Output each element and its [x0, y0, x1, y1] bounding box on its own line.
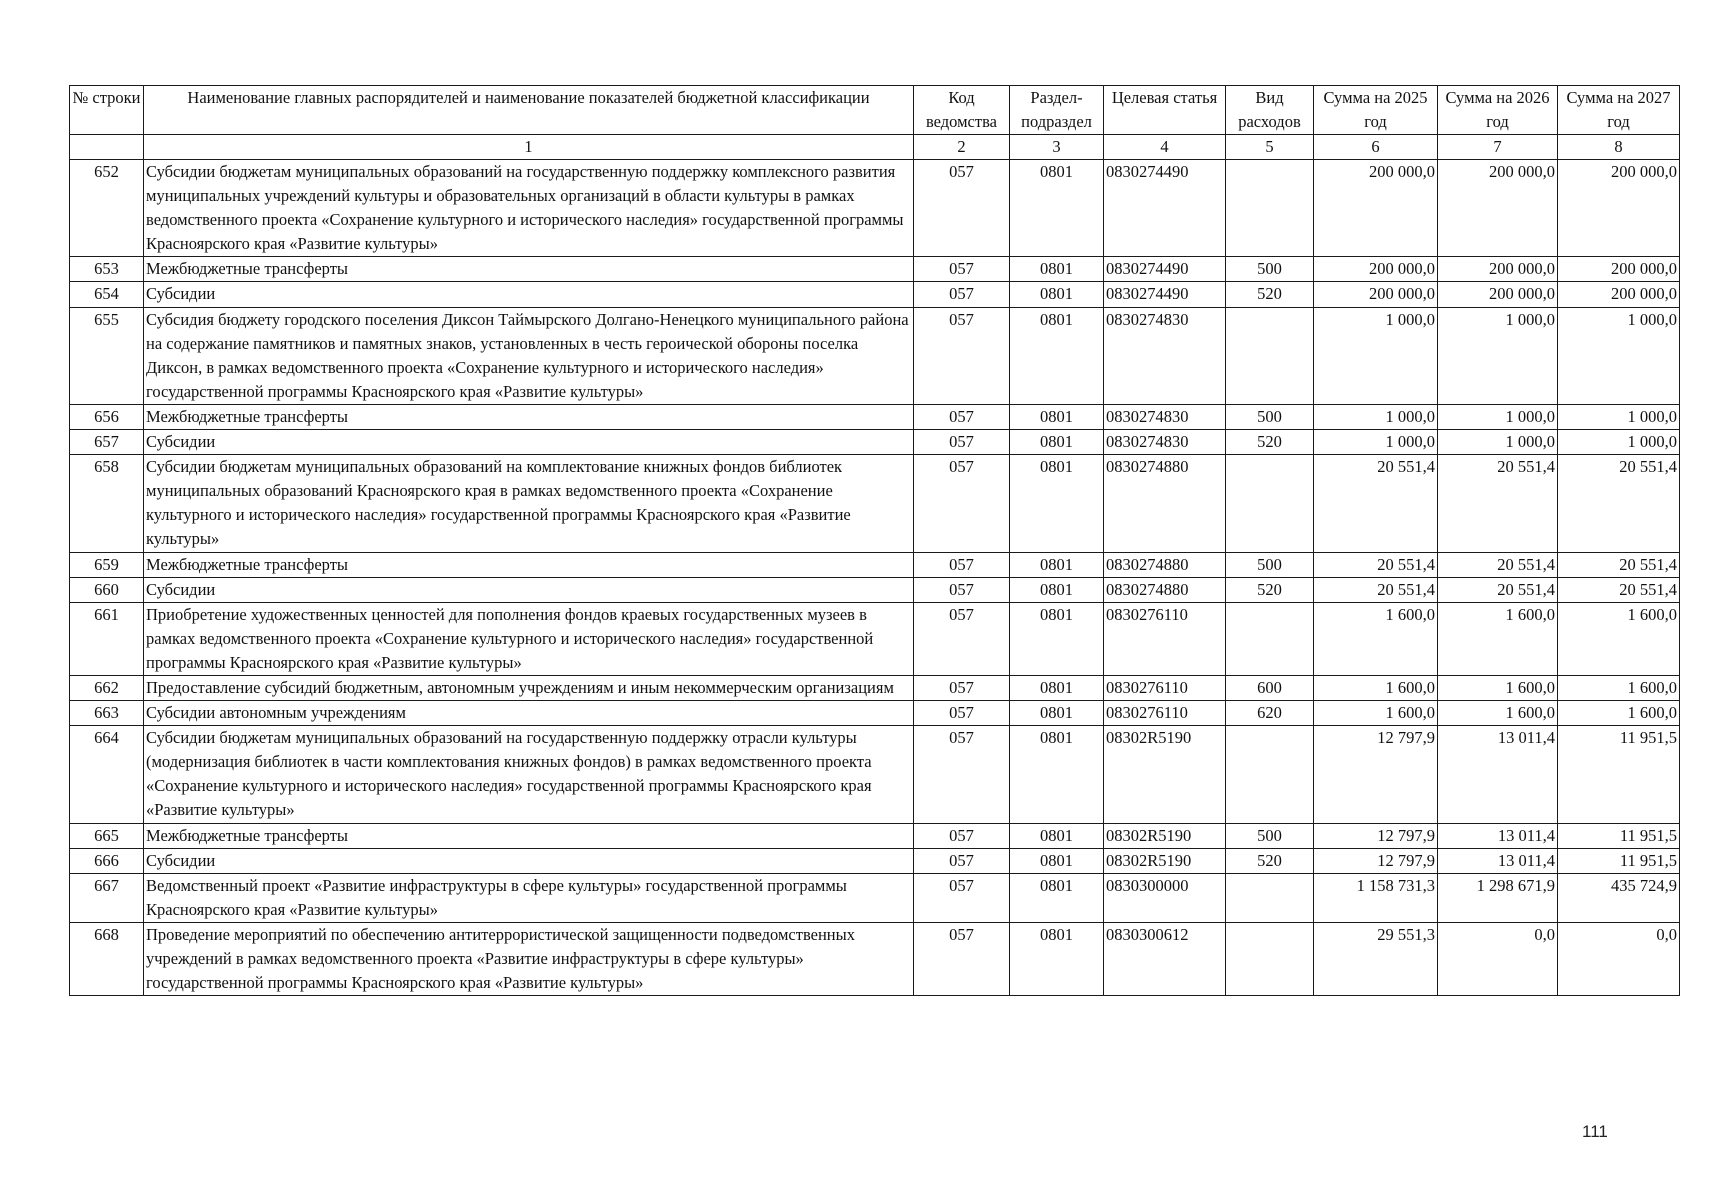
target-article-cell: 08302R5190	[1104, 726, 1226, 823]
item-name-cell: Субсидии бюджетам муниципальных образований на государственную поддержку отрасли культуры (модернизация библиотек в части комплектования книжных фондов) в рамках ведомственного проекта «Сохранение культурного и исторического наследия» государственной программы Красноярского края «Развитие культуры»	[144, 726, 914, 823]
sum-2026-cell: 13 011,4	[1438, 823, 1558, 848]
item-name-cell: Субсидии	[144, 848, 914, 873]
sum-2027-cell: 11 951,5	[1558, 726, 1680, 823]
item-name-cell: Субсидии	[144, 577, 914, 602]
dept-code-cell: 057	[914, 675, 1010, 700]
sum-2027-cell: 200 000,0	[1558, 257, 1680, 282]
sum-2026-cell: 20 551,4	[1438, 552, 1558, 577]
column-number: 5	[1226, 135, 1314, 160]
sum-2026-cell: 0,0	[1438, 922, 1558, 995]
column-number	[70, 135, 144, 160]
row-number-cell: 667	[70, 873, 144, 922]
row-number-cell: 654	[70, 282, 144, 307]
sum-2027-cell: 1 600,0	[1558, 701, 1680, 726]
sum-2027-cell: 1 000,0	[1558, 307, 1680, 404]
sum-2025-cell: 200 000,0	[1314, 257, 1438, 282]
section-cell: 0801	[1010, 552, 1104, 577]
section-cell: 0801	[1010, 404, 1104, 429]
table-row	[70, 552, 1680, 577]
sum-2025-cell: 12 797,9	[1314, 823, 1438, 848]
sum-2025-cell: 12 797,9	[1314, 726, 1438, 823]
column-number: 6	[1314, 135, 1438, 160]
section-cell: 0801	[1010, 726, 1104, 823]
sum-2026-cell: 1 600,0	[1438, 701, 1558, 726]
item-name-cell: Межбюджетные трансферты	[144, 404, 914, 429]
dept-code-cell: 057	[914, 701, 1010, 726]
dept-code-cell: 057	[914, 848, 1010, 873]
section-cell: 0801	[1010, 455, 1104, 552]
target-article-cell: 0830276110	[1104, 701, 1226, 726]
dept-code-cell: 057	[914, 552, 1010, 577]
table-header	[70, 86, 1680, 160]
sum-2025-cell: 1 000,0	[1314, 404, 1438, 429]
sum-2027-cell: 20 551,4	[1558, 455, 1680, 552]
item-name-cell: Субсидии бюджетам муниципальных образований на комплектование книжных фондов библиотек муниципальных образований Красноярского края в рамках ведомственного проекта «Сохранение культурного и исторического наследия» государственной программы Красноярского края «Развитие культуры»	[144, 455, 914, 552]
section-cell: 0801	[1010, 922, 1104, 995]
sum-2025-cell: 29 551,3	[1314, 922, 1438, 995]
sum-2026-cell: 13 011,4	[1438, 726, 1558, 823]
dept-code-cell: 057	[914, 257, 1010, 282]
sum-2025-cell: 1 600,0	[1314, 675, 1438, 700]
target-article-cell: 0830276110	[1104, 602, 1226, 675]
sum-2026-cell: 200 000,0	[1438, 160, 1558, 257]
section-cell: 0801	[1010, 701, 1104, 726]
expense-kind-cell: 500	[1226, 404, 1314, 429]
sum-2025-cell: 1 600,0	[1314, 602, 1438, 675]
expense-kind-cell: 520	[1226, 282, 1314, 307]
item-name-cell: Межбюджетные трансферты	[144, 823, 914, 848]
row-number-cell: 664	[70, 726, 144, 823]
section-cell: 0801	[1010, 602, 1104, 675]
table-row	[70, 823, 1680, 848]
expense-kind-cell	[1226, 455, 1314, 552]
item-name-cell: Субсидии бюджетам муниципальных образований на государственную поддержку комплексного развития муниципальных учреждений культуры и образовательных организаций в области культуры в рамках ведомственного проекта «Сохранение культурного и исторического наследия» государственной программы Красноярского края «Развитие культуры»	[144, 160, 914, 257]
sum-2025-cell: 1 600,0	[1314, 701, 1438, 726]
table-row	[70, 160, 1680, 257]
dept-code-cell: 057	[914, 726, 1010, 823]
table-row	[70, 726, 1680, 823]
sum-2026-cell: 13 011,4	[1438, 848, 1558, 873]
header-sum-2027: Сумма на 2027 год	[1558, 86, 1680, 135]
sum-2027-cell: 20 551,4	[1558, 577, 1680, 602]
expense-kind-cell	[1226, 873, 1314, 922]
section-cell: 0801	[1010, 823, 1104, 848]
dept-code-cell: 057	[914, 430, 1010, 455]
row-number-cell: 665	[70, 823, 144, 848]
dept-code-cell: 057	[914, 404, 1010, 429]
expense-kind-cell: 520	[1226, 577, 1314, 602]
dept-code-cell: 057	[914, 602, 1010, 675]
sum-2026-cell: 200 000,0	[1438, 282, 1558, 307]
item-name-cell: Приобретение художественных ценностей для пополнения фондов краевых государственных музеев в рамках ведомственного проекта «Сохранение культурного и исторического наследия» государственной программы Красноярского края «Развитие культуры»	[144, 602, 914, 675]
dept-code-cell: 057	[914, 823, 1010, 848]
sum-2027-cell: 1 000,0	[1558, 404, 1680, 429]
column-number: 2	[914, 135, 1010, 160]
row-number-cell: 666	[70, 848, 144, 873]
budget-table	[69, 85, 1680, 996]
table-row	[70, 701, 1680, 726]
item-name-cell: Проведение мероприятий по обеспечению антитеррористической защищенности подведомственных учреждений в рамках ведомственного проекта «Развитие инфраструктуры в сфере культуры» государственной программы Красноярского края «Развитие культуры»	[144, 922, 914, 995]
target-article-cell: 0830274830	[1104, 307, 1226, 404]
table-row	[70, 922, 1680, 995]
column-number: 1	[144, 135, 914, 160]
item-name-cell: Субсидии автономным учреждениям	[144, 701, 914, 726]
sum-2026-cell: 200 000,0	[1438, 257, 1558, 282]
section-cell: 0801	[1010, 873, 1104, 922]
sum-2026-cell: 1 298 671,9	[1438, 873, 1558, 922]
header-sum-2026: Сумма на 2026 год	[1438, 86, 1558, 135]
sum-2025-cell: 20 551,4	[1314, 552, 1438, 577]
sum-2025-cell: 200 000,0	[1314, 160, 1438, 257]
sum-2025-cell: 12 797,9	[1314, 848, 1438, 873]
sum-2025-cell: 1 158 731,3	[1314, 873, 1438, 922]
sum-2026-cell: 1 000,0	[1438, 404, 1558, 429]
row-number-cell: 657	[70, 430, 144, 455]
expense-kind-cell	[1226, 602, 1314, 675]
column-number-row	[70, 135, 1680, 160]
dept-code-cell: 057	[914, 873, 1010, 922]
header-row	[70, 86, 1680, 135]
expense-kind-cell: 500	[1226, 823, 1314, 848]
row-number-cell: 662	[70, 675, 144, 700]
sum-2025-cell: 1 000,0	[1314, 307, 1438, 404]
expense-kind-cell: 620	[1226, 701, 1314, 726]
row-number-cell: 653	[70, 257, 144, 282]
table-row	[70, 873, 1680, 922]
item-name-cell: Субсидия бюджету городского поселения Диксон Таймырского Долгано-Ненецкого муниципального района на содержание памятников и памятных знаков, установленных в честь героической обороны поселка Диксон, в рамках ведомственного проекта «Сохранение культурного и исторического наследия» государственной программы Красноярского края «Развитие культуры»	[144, 307, 914, 404]
row-number-cell: 652	[70, 160, 144, 257]
expense-kind-cell: 500	[1226, 257, 1314, 282]
sum-2026-cell: 1 000,0	[1438, 430, 1558, 455]
target-article-cell: 0830274490	[1104, 282, 1226, 307]
table-row	[70, 602, 1680, 675]
expense-kind-cell: 520	[1226, 430, 1314, 455]
section-cell: 0801	[1010, 282, 1104, 307]
dept-code-cell: 057	[914, 455, 1010, 552]
section-cell: 0801	[1010, 577, 1104, 602]
section-cell: 0801	[1010, 430, 1104, 455]
item-name-cell: Предоставление субсидий бюджетным, автономным учреждениям и иным некоммерческим организациям	[144, 675, 914, 700]
page-number: 111	[1582, 1122, 1608, 1141]
column-number: 3	[1010, 135, 1104, 160]
target-article-cell: 0830300000	[1104, 873, 1226, 922]
target-article-cell: 0830274880	[1104, 455, 1226, 552]
expense-kind-cell	[1226, 307, 1314, 404]
item-name-cell: Ведомственный проект «Развитие инфраструктуры в сфере культуры» государственной программы Красноярского края «Развитие культуры»	[144, 873, 914, 922]
column-number: 7	[1438, 135, 1558, 160]
row-number-cell: 655	[70, 307, 144, 404]
expense-kind-cell: 600	[1226, 675, 1314, 700]
dept-code-cell: 057	[914, 160, 1010, 257]
section-cell: 0801	[1010, 160, 1104, 257]
sum-2025-cell: 1 000,0	[1314, 430, 1438, 455]
table-row	[70, 282, 1680, 307]
dept-code-cell: 057	[914, 922, 1010, 995]
header-name: Наименование главных распорядителей и наименование показателей бюджетной классификации	[144, 86, 914, 135]
table-body	[70, 160, 1680, 996]
table-row	[70, 404, 1680, 429]
row-number-cell: 656	[70, 404, 144, 429]
sum-2027-cell: 200 000,0	[1558, 160, 1680, 257]
target-article-cell: 0830274880	[1104, 577, 1226, 602]
target-article-cell: 0830274830	[1104, 430, 1226, 455]
section-cell: 0801	[1010, 848, 1104, 873]
row-number-cell: 659	[70, 552, 144, 577]
sum-2027-cell: 11 951,5	[1558, 823, 1680, 848]
sum-2027-cell: 0,0	[1558, 922, 1680, 995]
sum-2026-cell: 1 000,0	[1438, 307, 1558, 404]
table-row	[70, 577, 1680, 602]
sum-2027-cell: 1 600,0	[1558, 602, 1680, 675]
header-sum-2025: Сумма на 2025 год	[1314, 86, 1438, 135]
row-number-cell: 661	[70, 602, 144, 675]
header-section: Раздел-подраздел	[1010, 86, 1104, 135]
target-article-cell: 08302R5190	[1104, 848, 1226, 873]
row-number-cell: 663	[70, 701, 144, 726]
sum-2026-cell: 20 551,4	[1438, 455, 1558, 552]
sum-2027-cell: 11 951,5	[1558, 848, 1680, 873]
target-article-cell: 08302R5190	[1104, 823, 1226, 848]
section-cell: 0801	[1010, 307, 1104, 404]
table-row	[70, 257, 1680, 282]
table-row	[70, 455, 1680, 552]
header-target-article: Целевая статья	[1104, 86, 1226, 135]
dept-code-cell: 057	[914, 307, 1010, 404]
target-article-cell: 0830300612	[1104, 922, 1226, 995]
sum-2027-cell: 1 000,0	[1558, 430, 1680, 455]
dept-code-cell: 057	[914, 577, 1010, 602]
target-article-cell: 0830274490	[1104, 257, 1226, 282]
expense-kind-cell	[1226, 726, 1314, 823]
target-article-cell: 0830274830	[1104, 404, 1226, 429]
row-number-cell: 658	[70, 455, 144, 552]
header-row-number: № строки	[70, 86, 144, 135]
column-number: 8	[1558, 135, 1680, 160]
sum-2025-cell: 20 551,4	[1314, 455, 1438, 552]
target-article-cell: 0830274880	[1104, 552, 1226, 577]
table-row	[70, 675, 1680, 700]
expense-kind-cell	[1226, 922, 1314, 995]
sum-2025-cell: 20 551,4	[1314, 577, 1438, 602]
sum-2025-cell: 200 000,0	[1314, 282, 1438, 307]
expense-kind-cell: 520	[1226, 848, 1314, 873]
row-number-cell: 660	[70, 577, 144, 602]
item-name-cell: Межбюджетные трансферты	[144, 552, 914, 577]
sum-2026-cell: 1 600,0	[1438, 675, 1558, 700]
header-expense-kind: Вид расходов	[1226, 86, 1314, 135]
table-row	[70, 307, 1680, 404]
target-article-cell: 0830276110	[1104, 675, 1226, 700]
sum-2027-cell: 20 551,4	[1558, 552, 1680, 577]
header-dept-code: Код ведомства	[914, 86, 1010, 135]
row-number-cell: 668	[70, 922, 144, 995]
target-article-cell: 0830274490	[1104, 160, 1226, 257]
sum-2027-cell: 435 724,9	[1558, 873, 1680, 922]
section-cell: 0801	[1010, 675, 1104, 700]
sum-2026-cell: 1 600,0	[1438, 602, 1558, 675]
sum-2027-cell: 1 600,0	[1558, 675, 1680, 700]
item-name-cell: Субсидии	[144, 430, 914, 455]
table-row	[70, 430, 1680, 455]
item-name-cell: Межбюджетные трансферты	[144, 257, 914, 282]
section-cell: 0801	[1010, 257, 1104, 282]
item-name-cell: Субсидии	[144, 282, 914, 307]
sum-2027-cell: 200 000,0	[1558, 282, 1680, 307]
column-number: 4	[1104, 135, 1226, 160]
expense-kind-cell: 500	[1226, 552, 1314, 577]
expense-kind-cell	[1226, 160, 1314, 257]
sum-2026-cell: 20 551,4	[1438, 577, 1558, 602]
dept-code-cell: 057	[914, 282, 1010, 307]
table-row	[70, 848, 1680, 873]
